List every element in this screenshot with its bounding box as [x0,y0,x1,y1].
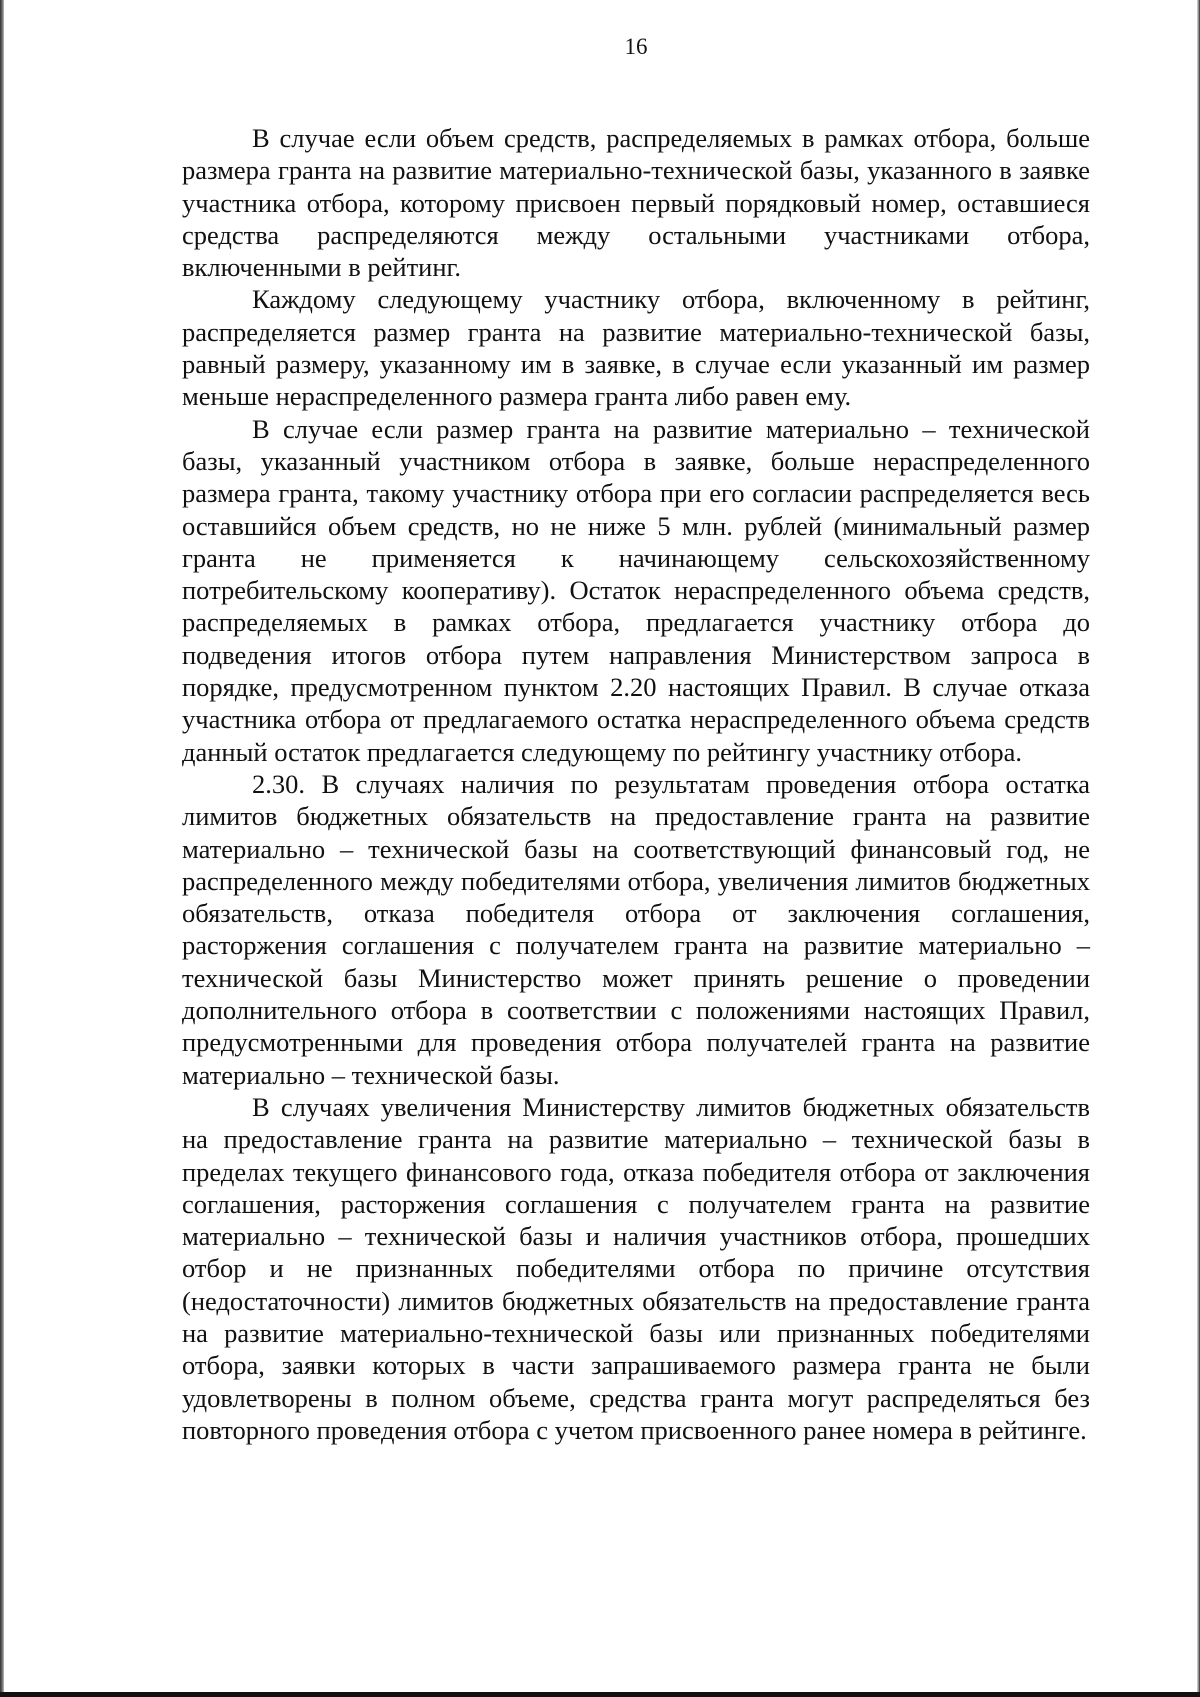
scan-edge-left [0,0,4,1697]
paragraph: В случае если размер гранта на развитие материально – технической базы, указанный участником отбора в заявке, больше нераспределенного размера гранта, такому участнику отбора при его согласии распределяется весь оставшийся объем средств, но не ниже 5 млн. рублей (минимальный размер гранта не применяется к начинающему сельскохозяйственному потребительскому кооперативу). Остаток нераспределенного объема средств, распределяемых в рамках отбора, предлагается участнику отбора до подведения итогов отбора путем направления Министерством запроса в порядке, предусмотренном пунктом 2.20 настоящих Правил. В случае отказа участника отбора от предлагаемого остатка нераспределенного объема средств данный остаток предлагается следующему по рейтингу участнику отбора. [182,413,1090,767]
paragraph: В случаях увеличения Министерству лимитов бюджетных обязательств на предоставление гранта на развитие материально – технической базы в пределах текущего финансового года, отказа победителя отбора от заключения соглашения, расторжения соглашения с получателем гранта на развитие материально – технической базы и наличия участников отбора, прошедших отбор и не признанных победителями отбора по причине отсутствия (недостаточности) лимитов бюджетных обязательств на предоставление гранта на развитие материально-технической базы или признанных победителями отбора, заявки которых в части запрашиваемого размера гранта не были удовлетворены в полном объеме, средства гранта могут распределяться без повторного проведения отбора с учетом присвоенного ранее номера в рейтинге. [182,1091,1090,1445]
paragraph: 2.30. В случаях наличия по результатам проведения отбора остатка лимитов бюджетных обязательств на предоставление гранта на развитие материально – технической базы на соответствующий финансовый год, не распределенного между победителями отбора, увеличения лимитов бюджетных обязательств, отказа победителя отбора от заключения соглашения, расторжения соглашения с получателем гранта на развитие материально – технической базы Министерство может принять решение о проведении дополнительного отбора в соответствии с положениями настоящих Правил, предусмотренными для проведения отбора получателей гранта на развитие материально – технической базы. [182,768,1090,1090]
document-body [182,122,1090,1446]
scan-edge-bottom [0,1692,1200,1697]
paragraph: Каждому следующему участнику отбора, включенному в рейтинг, распределяется размер гранта на развитие материально-технической базы, равный размеру, указанному им в заявке, в случае если указанный им размер меньше нераспределенного размера гранта либо равен ему. [182,284,1090,412]
page-number: 16 [624,34,648,59]
paragraph: В случае если объем средств, распределяемых в рамках отбора, больше размера гранта на развитие материально-технической базы, указанного в заявке участника отбора, которому присвоен первый порядковый номер, оставшиеся средства распределяются между остальными участниками отбора, включенными в рейтинг. [182,123,1090,283]
